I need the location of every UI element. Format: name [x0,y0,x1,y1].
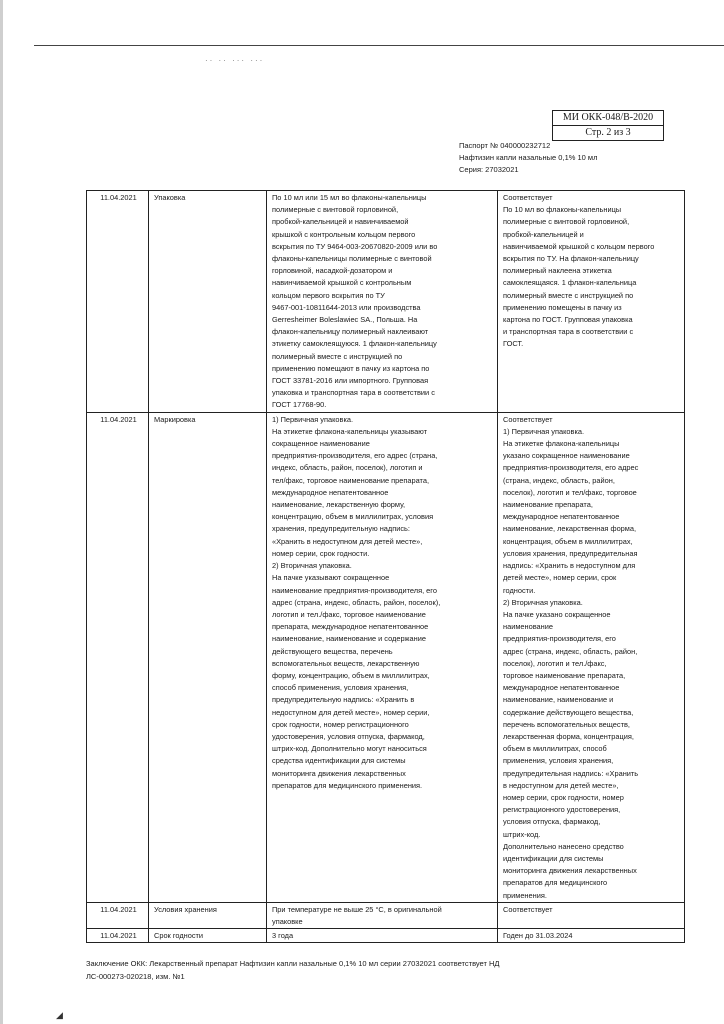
result-text: Годен до 31.03.2024 [498,929,685,943]
result-text: Соответствует По 10 мл во флаконы-капельницы полимерные с винтовой горловиной, пробкой-капельницей и навинчиваемой крышкой с кольцом первого вскрытия по ТУ. На флакон-капельницу полимерный наклеена этикетка самоклеящаяся. 1 флакон-капельница полимерный вместе с инструкцией по применению помещены в пачку из картона по ГОСТ. Групповая упаковка и транспортная тара в соответствии с ГОСТ. [498,191,685,413]
check-date: 11.04.2021 [87,191,149,413]
conclusion-document-ref: ЛС-000273-020218, изм. №1 [86,972,185,981]
result-text: Соответствует [498,902,685,928]
scan-artifact: ·· ·· ··· ··· [205,56,265,65]
conclusion-line: Заключение ОКК: Лекарственный препарат Нафтизин капли назальные 0,1% 10 мл серии 27032021 соответствует НД [86,959,500,968]
indicator-name: Срок годности [149,929,267,943]
requirement-text: При температуре не выше 25 °С, в оригинальной упаковке [267,902,498,928]
indicator-name: Упаковка [149,191,267,413]
requirement-text: 1) Первичная упаковка. На этикетке флакона-капельницы указывают сокращенное наименование предприятия-производителя, его адрес (страна, индекс, область, район, поселок), логотип и тел/факс, торговое наименование препарата, международное непатентованное наименование, лекарственную форму, концентрацию, объем в миллилитрах, условия хранения, предупредительную надпись: «Хранить в недоступном для детей месте», номер серии, срок годности. 2) Вторичная упаковка. На пачке указывают сокращенное наименование предприятия-производителя, его адрес (страна, индекс, область, район, поселок), логотип и тел./факс, торговое наименование препарата, международное непатентованное наименование, наименование и содержание действующего вещества, перечень вспомогательных веществ, лекарственную форму, концентрацию, объем в миллилитрах, способ применения, условия хранения, предупредительную надпись: «Хранить в недоступном для детей месте», номер серии, срок годности, номер регистрационного удостоверения, условия отпуска, фармакод, штрих-код. Дополнительно могут наноситься средства идентификации для системы мониторинга движения лекарственных препаратов для медицинского применения. [267,412,498,902]
check-date: 11.04.2021 [87,412,149,902]
document-reference-box [552,110,664,141]
table-row [87,191,685,413]
scan-edge [0,0,3,1024]
table-row [87,412,685,902]
product-name: Нафтизин капли назальные 0,1% 10 мл [459,153,598,162]
requirement-text: 3 года [267,929,498,943]
series-number: Серия: 27032021 [459,165,519,174]
check-date: 11.04.2021 [87,929,149,943]
scan-mark: ◢ [56,1010,63,1020]
check-date: 11.04.2021 [87,902,149,928]
header-rule [34,45,724,46]
result-text: Соответствует 1) Первичная упаковка. На этикетке флакона-капельницы указано сокращенное наименование предприятия-производителя, его адрес (страна, индекс, область, район, поселок), логотип и тел/факс, торговое наименование препарата, международное непатентованное наименование, лекарственная форма, концентрация, объем в миллилитрах, условия хранения, предупредительная надпись: «Хранить в недоступном для детей месте», номер серии, срок годности. 2) Вторичная упаковка. На пачке указано сокращенное наименование предприятия-производителя, его адрес (страна, индекс, область, район, поселок), логотип и тел./факс, торговое наименование препарата, международное непатентованное наименование, наименование и содержание действующего вещества, перечень вспомогательных веществ, лекарственная форма, концентрация, объем в миллилитрах, способ применения, условия хранения, предупредительная надпись: «Хранить в недоступном для детей месте», номер серии, срок годности, номер регистрационного удостоверения, условия отпуска, фармакод, штрих-код. Дополнительно нанесено средство идентификации для системы мониторинга движения лекарственных препаратов для медицинского применения. [498,412,685,902]
passport-info [459,140,597,176]
page-number: Стр. 2 из 3 [553,125,663,140]
document-code: МИ ОКК-048/В-2020 [562,112,654,123]
table-row [87,902,685,928]
quality-control-table [86,190,685,943]
indicator-name: Условия хранения [149,902,267,928]
table-row [87,929,685,943]
requirement-text: По 10 мл или 15 мл во флаконы-капельницы полимерные с винтовой горловиной, пробкой-капельницей и навинчиваемой крышкой с контрольным кольцом первого вскрытия по ТУ 9464-003-20670820-2009 или во флаконы-капельницы полимерные с винтовой горловиной, насадкой-дозатором и навинчиваемой крышкой с контрольным кольцом первого вскрытия по ТУ 9467-001-10811644-2013 или производства Gerresheimer Boleslawiec SA., Польша. На флакон-капельницу полимерный наклеивают этикетку самоклеящуюся. 1 флакон-капельницу полимерный вместе с инструкцией по применению помещают в пачку из картона по ГОСТ 33781-2016 или импортного. Групповая упаковка и транспортная тара в соответствии с ГОСТ 17768-90. [267,191,498,413]
conclusion [86,957,646,983]
indicator-name: Маркировка [149,412,267,902]
passport-number: Паспорт № 040000232712 [459,141,551,150]
